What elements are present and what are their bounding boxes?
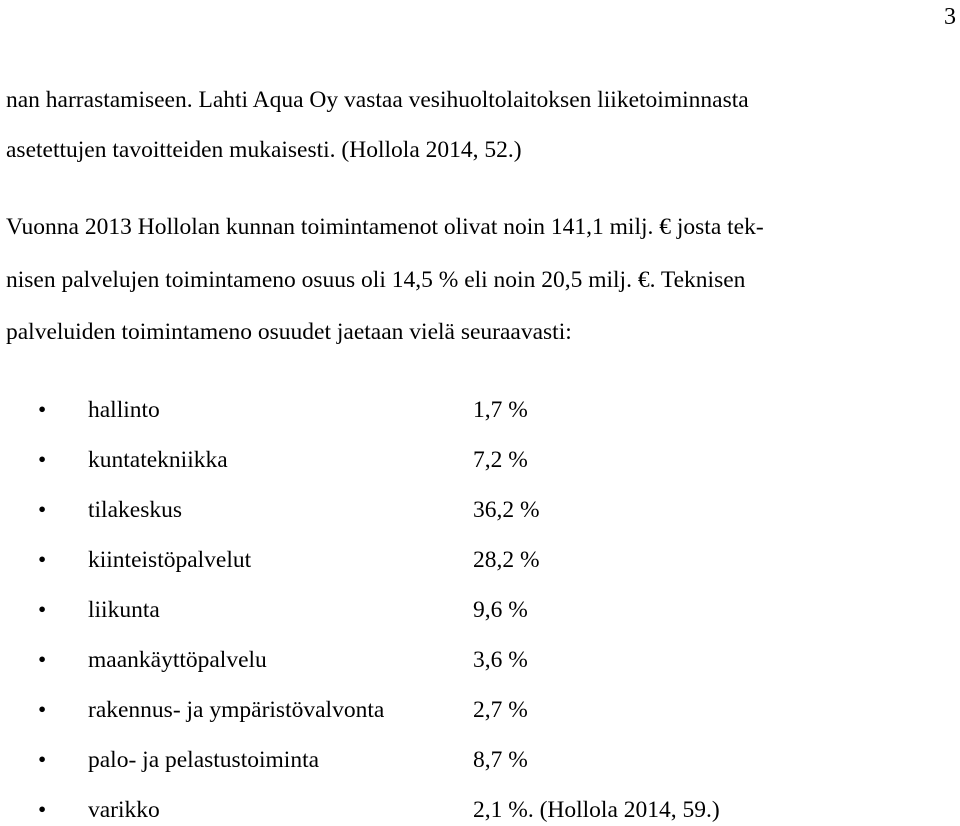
item-value: 9,6 % xyxy=(473,597,528,623)
bullet: • xyxy=(38,747,47,773)
item-value: 3,6 % xyxy=(473,647,528,673)
bullet: • xyxy=(38,797,47,823)
item-label: kuntatekniikka xyxy=(88,447,228,473)
bullet: • xyxy=(38,497,47,523)
bullet: • xyxy=(38,447,47,473)
item-value: 2,7 % xyxy=(473,697,528,723)
item-label: kiinteistöpalvelut xyxy=(88,547,252,573)
item-value: 28,2 % xyxy=(473,547,540,573)
item-label: maankäyttöpalvelu xyxy=(88,647,267,673)
bullet: • xyxy=(38,597,47,623)
page-number: 3 xyxy=(944,4,956,30)
item-value: 2,1 %. (Hollola 2014, 59.) xyxy=(473,797,720,823)
item-value: 8,7 % xyxy=(473,747,528,773)
paragraph-line: nan harrastamiseen. Lahti Aqua Oy vastaa vesihuoltolaitoksen liiketoiminnasta xyxy=(6,87,749,113)
paragraph-line: palveluiden toimintameno osuudet jaetaan vielä seuraavasti: xyxy=(6,319,572,345)
paragraph-line: asetettujen tavoitteiden mukaisesti. (Hollola 2014, 52.) xyxy=(6,137,522,163)
item-value: 36,2 % xyxy=(473,497,540,523)
bullet: • xyxy=(38,697,47,723)
item-label: rakennus- ja ympäristövalvonta xyxy=(88,697,385,723)
paragraph-line: nisen palvelujen toimintameno osuus oli 14,5 % eli noin 20,5 milj. €. Teknisen xyxy=(6,267,746,293)
item-label: varikko xyxy=(88,797,160,823)
item-label: hallinto xyxy=(88,397,160,423)
bullet: • xyxy=(38,547,47,573)
item-label: liikunta xyxy=(88,597,160,623)
item-value: 1,7 % xyxy=(473,397,528,423)
item-label: tilakeskus xyxy=(88,497,182,523)
bullet: • xyxy=(38,647,47,673)
paragraph-line: Vuonna 2013 Hollolan kunnan toimintamenot olivat noin 141,1 milj. € josta tek- xyxy=(6,214,764,240)
item-value: 7,2 % xyxy=(473,447,528,473)
item-label: palo- ja pelastustoiminta xyxy=(88,747,320,773)
bullet: • xyxy=(38,397,47,423)
